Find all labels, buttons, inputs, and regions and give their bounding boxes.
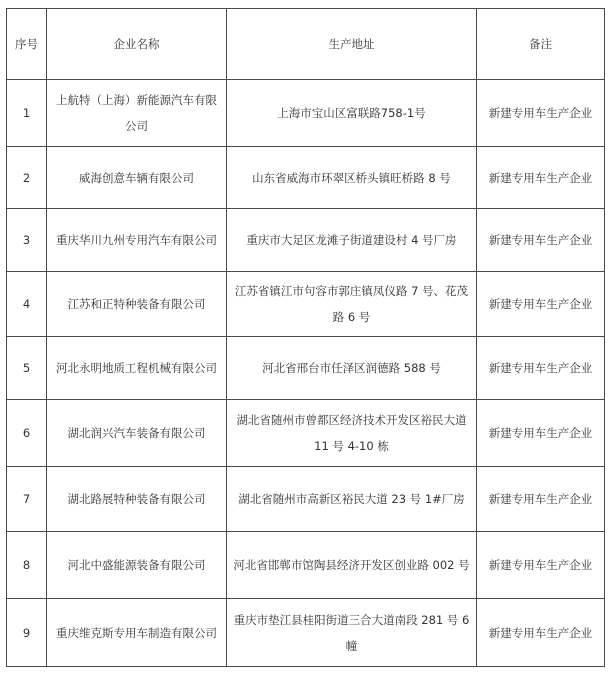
table-row: [7, 599, 605, 667]
cell-address: 江苏省镇江市句容市郭庄镇凤仪路 7 号、花茂路 6 号: [227, 272, 477, 337]
cell-note: 新建专用车生产企业: [477, 80, 605, 147]
cell-address: 河北省邢台市任泽区润德路 588 号: [227, 337, 477, 400]
cell-note: 新建专用车生产企业: [477, 400, 605, 467]
table-row: [7, 467, 605, 532]
cell-no: 4: [7, 272, 47, 337]
cell-note: 新建专用车生产企业: [477, 532, 605, 599]
header-address: 生产地址: [227, 9, 477, 80]
table-row: [7, 147, 605, 209]
cell-name: 重庆华川九州专用汽车有限公司: [47, 209, 227, 272]
table-row: [7, 272, 605, 337]
cell-name: 湖北路展特种装备有限公司: [47, 467, 227, 532]
cell-no: 3: [7, 209, 47, 272]
cell-no: 7: [7, 467, 47, 532]
table-row: [7, 400, 605, 467]
cell-address: 山东省威海市环翠区桥头镇旺桥路 8 号: [227, 147, 477, 209]
table-row: [7, 209, 605, 272]
cell-note: 新建专用车生产企业: [477, 599, 605, 667]
cell-name: 威海创意车辆有限公司: [47, 147, 227, 209]
cell-note: 新建专用车生产企业: [477, 337, 605, 400]
cell-note: 新建专用车生产企业: [477, 147, 605, 209]
cell-address: 湖北省随州市曾都区经济技术开发区裕民大道 11 号 4-10 栋: [227, 400, 477, 467]
cell-note: 新建专用车生产企业: [477, 467, 605, 532]
table-row: [7, 532, 605, 599]
cell-name: 湖北润兴汽车装备有限公司: [47, 400, 227, 467]
cell-no: 1: [7, 80, 47, 147]
cell-address: 重庆市垫江县桂阳街道三合大道南段 281 号 6 幢: [227, 599, 477, 667]
cell-name: 重庆维克斯专用车制造有限公司: [47, 599, 227, 667]
header-note: 备注: [477, 9, 605, 80]
table-row: [7, 337, 605, 400]
cell-no: 9: [7, 599, 47, 667]
cell-no: 5: [7, 337, 47, 400]
cell-no: 6: [7, 400, 47, 467]
cell-name: 河北中盛能源装备有限公司: [47, 532, 227, 599]
cell-address: 湖北省随州市高新区裕民大道 23 号 1#厂房: [227, 467, 477, 532]
cell-note: 新建专用车生产企业: [477, 209, 605, 272]
cell-name: 江苏和正特种装备有限公司: [47, 272, 227, 337]
cell-address: 重庆市大足区龙滩子街道建设村 4 号厂房: [227, 209, 477, 272]
enterprise-table: [6, 8, 605, 667]
cell-address: 上海市宝山区富联路758-1号: [227, 80, 477, 147]
cell-address: 河北省邯郸市馆陶县经济开发区创业路 002 号: [227, 532, 477, 599]
table-header-row: [7, 9, 605, 80]
cell-no: 8: [7, 532, 47, 599]
header-name: 企业名称: [47, 9, 227, 80]
header-no: 序号: [7, 9, 47, 80]
cell-name: 上航特（上海）新能源汽车有限公司: [47, 80, 227, 147]
cell-name: 河北永明地质工程机械有限公司: [47, 337, 227, 400]
table-row: [7, 80, 605, 147]
cell-no: 2: [7, 147, 47, 209]
cell-note: 新建专用车生产企业: [477, 272, 605, 337]
